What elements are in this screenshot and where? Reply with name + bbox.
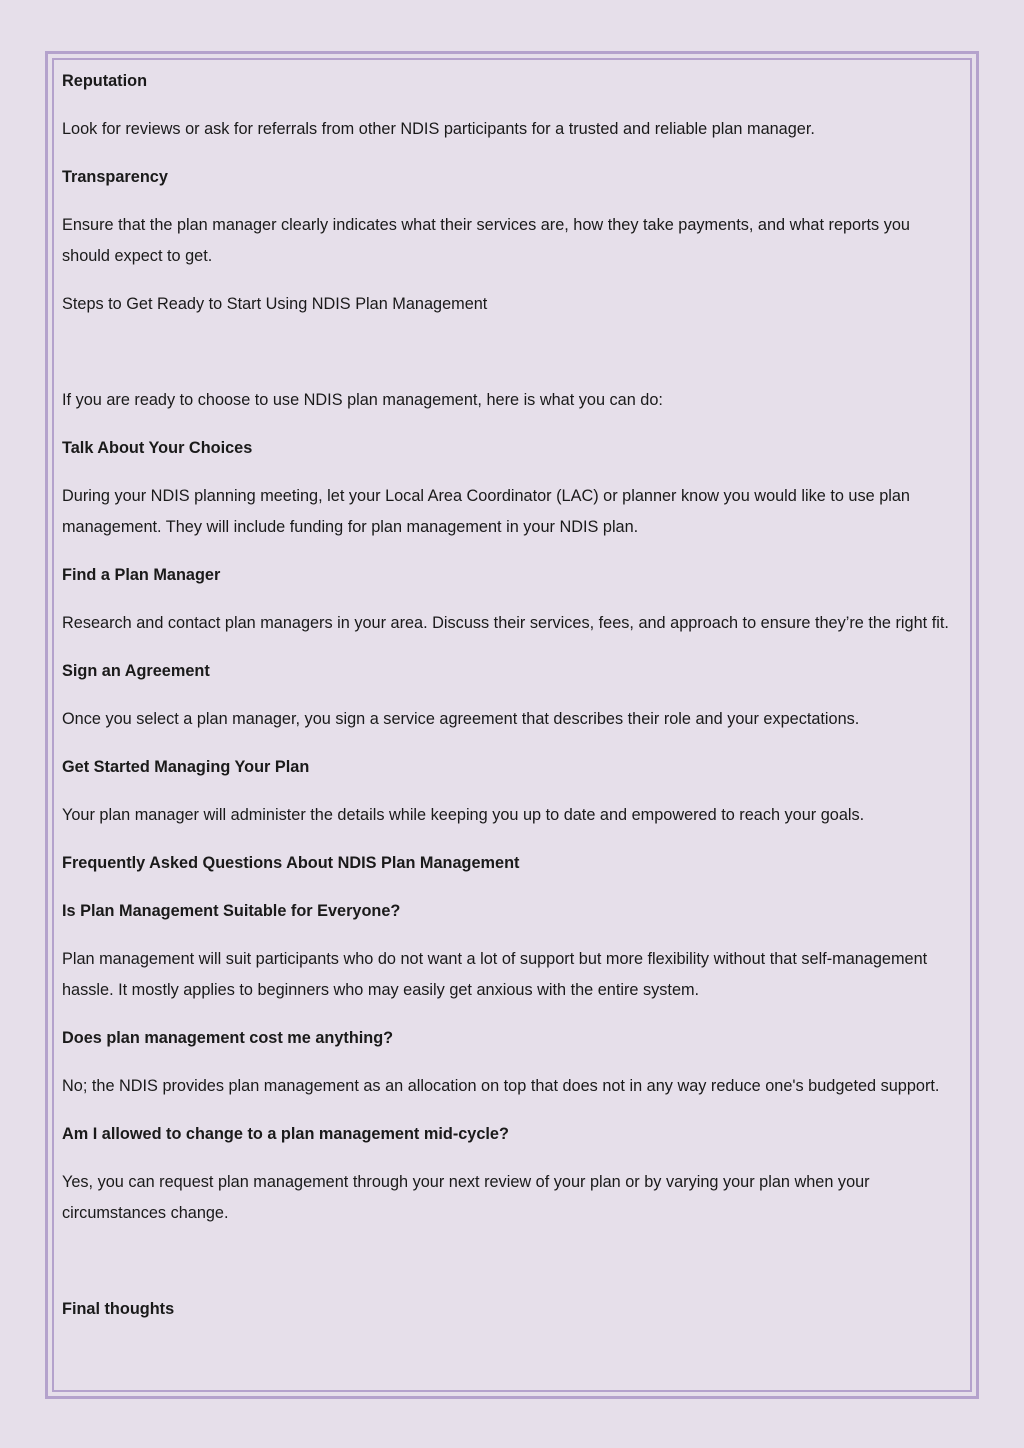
heading-change-mid-cycle: Am I allowed to change to a plan management mid-cycle? [62, 1125, 509, 1143]
heading-reputation: Reputation [62, 72, 148, 90]
heading-talk-about-choices: Talk About Your Choices [62, 439, 253, 457]
heading-final-thoughts: Final thoughts [62, 1300, 175, 1318]
paragraph-find-plan-manager: Research and contact plan managers in your area. Discuss their services, fees, and approach to ensure they’re the right fit. [62, 614, 949, 632]
heading-get-started: Get Started Managing Your Plan [62, 758, 310, 776]
paragraph-transparency: Ensure that the plan manager clearly indicates what their services are, how they take payments, and what reports you should expect to get. [62, 216, 910, 265]
paragraph-talk-about-choices: During your NDIS planning meeting, let your Local Area Coordinator (LAC) or planner know you would like to use plan management. They will include funding for plan management in your NDIS plan. [62, 487, 910, 536]
paragraph-cost: No; the NDIS provides plan management as an allocation on top that does not in any way reduce one's budgeted support. [62, 1077, 940, 1095]
paragraph-suitable-for-everyone: Plan management will suit participants who do not want a lot of support but more flexibility without that self-management hassle. It mostly applies to beginners who may easily get anxious with the entire system. [62, 950, 928, 999]
heading-faq: Frequently Asked Questions About NDIS Plan Management [62, 854, 520, 872]
document-body [62, 66, 952, 1325]
heading-transparency: Transparency [62, 168, 168, 186]
paragraph-sign-agreement: Once you select a plan manager, you sign a service agreement that describes their role and your expectations. [62, 710, 860, 728]
paragraph-steps-title: Steps to Get Ready to Start Using NDIS Plan Management [62, 295, 488, 313]
paragraph-ready-intro: If you are ready to choose to use NDIS plan management, here is what you can do: [62, 391, 663, 409]
paragraph-get-started: Your plan manager will administer the details while keeping you up to date and empowered to reach your goals. [62, 806, 865, 824]
heading-cost: Does plan management cost me anything? [62, 1029, 394, 1047]
heading-suitable-for-everyone: Is Plan Management Suitable for Everyone? [62, 902, 401, 920]
heading-find-plan-manager: Find a Plan Manager [62, 566, 221, 584]
paragraph-change-mid-cycle: Yes, you can request plan management through your next review of your plan or by varying your plan when your circumstances change. [62, 1173, 870, 1222]
paragraph-reputation: Look for reviews or ask for referrals from other NDIS participants for a trusted and reliable plan manager. [62, 120, 815, 138]
heading-sign-agreement: Sign an Agreement [62, 662, 210, 680]
